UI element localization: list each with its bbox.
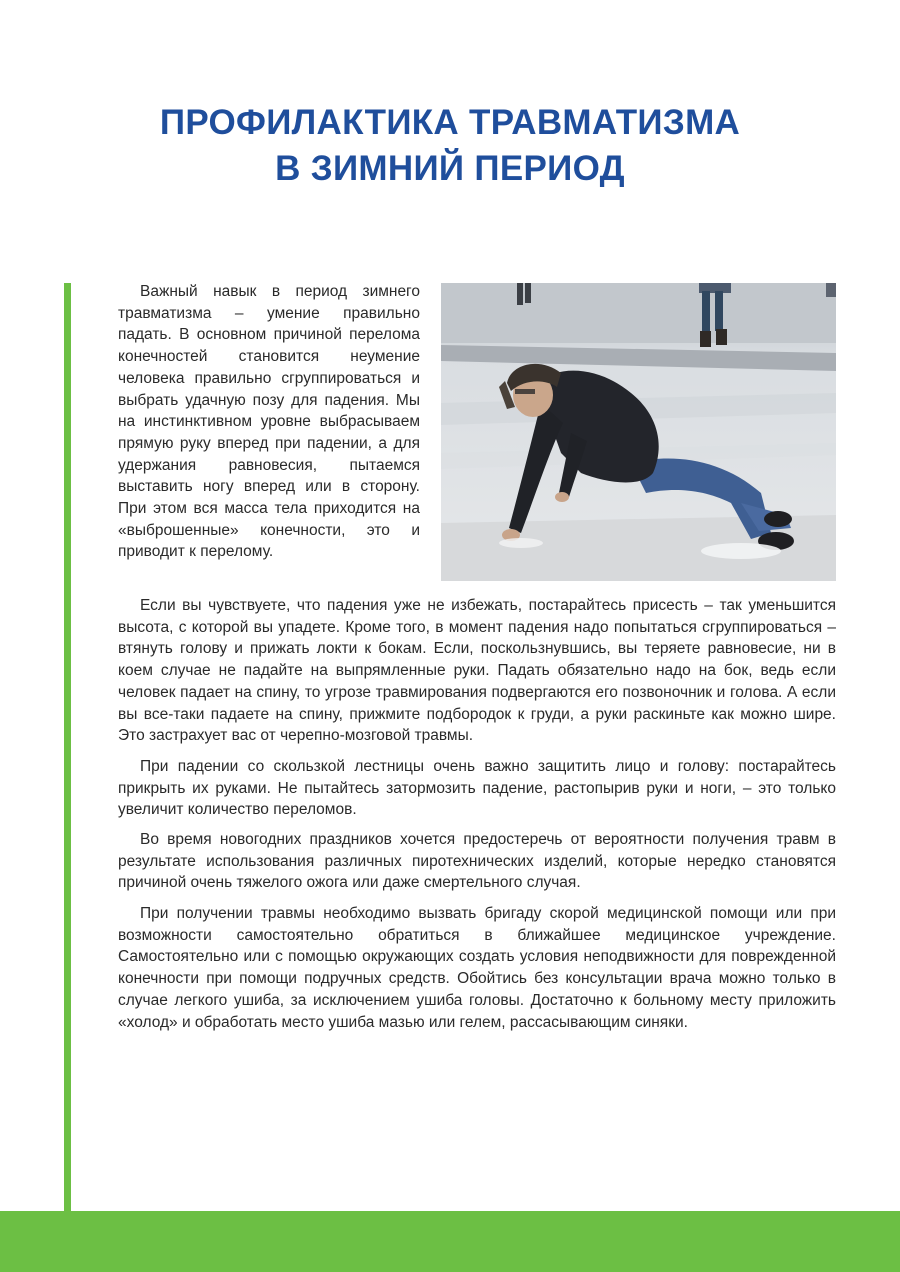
paragraph-1: Важный навык в период зимнего травматизма – умение правильно падать. В основном причиной перелома конечностей становится неумение человека правильно сгруппироваться и выбрать удачную позу для падения. Мы на инстинктивном уровне выбрасываем прямую руку вперед при падении, а для удержания равновесия, пытаемся выставить ногу вперед или в сторону. При этом вся масса тела приходится на «выброшенные» конечности, это и приводит к перелому. bbox=[118, 283, 420, 561]
paragraph-5: При получении травмы необходимо вызвать бригаду скорой медицинской помощи или при возможности самостоятельно обратиться в ближайшее медицинское учреждение. Самостоятельно или с помощью окружающих создать условия неподвижности для поврежденной конечности при помощи подручных средств. Обойтись без консультации врача можно только в случае легкого ушиба, за исключением ушиба головы. Достаточно к больному месту приложить «холод» и обработать место ушиба мазью или гелем, рассасывающим синяки. bbox=[118, 905, 836, 1031]
slipping-man-photo bbox=[441, 283, 836, 581]
left-accent-bar bbox=[64, 283, 71, 1211]
page-title bbox=[0, 100, 900, 192]
title-line-2: В ЗИМНИЙ ПЕРИОД bbox=[275, 149, 625, 188]
paragraph-3: При падении со скользкой лестницы очень важно защитить лицо и голову: постарайтесь прикрыть их руками. Не пытайтесь затормозить падение, растопырив руки и ноги, – это только увеличит количество переломов. bbox=[118, 758, 836, 819]
paragraph-4: Во время новогодних праздников хочется предостеречь от вероятности получения травм в результате использования различных пиротехнических изделий, которые нередко становятся причиной очень тяжелого ожога или даже смертельного случая. bbox=[118, 831, 836, 892]
title-line-1: ПРОФИЛАКТИКА ТРАВМАТИЗМА bbox=[159, 103, 741, 142]
paragraph-2: Если вы чувствуете, что падения уже не избежать, постарайтесь присесть – так уменьшится высота, с которой вы упадете. Кроме того, в момент падения надо попытаться сгруппироваться – втянуть голову и прижать локти к бокам. Если, поскользнувшись, вы теряете равновесие, ни в коем случае не падайте на выпрямленные руки. Падать обязательно надо на бок, ведь если человек падает на спину, то угрозе травмирования подвергаются его позвоночник и голова. А если вы все-таки падаете на спину, прижмите подбородок к груди, а руки раскиньте как можно шире. Это застрахует вас от черепно-мозговой травмы. bbox=[118, 597, 836, 745]
bottom-accent-bar bbox=[0, 1211, 900, 1272]
